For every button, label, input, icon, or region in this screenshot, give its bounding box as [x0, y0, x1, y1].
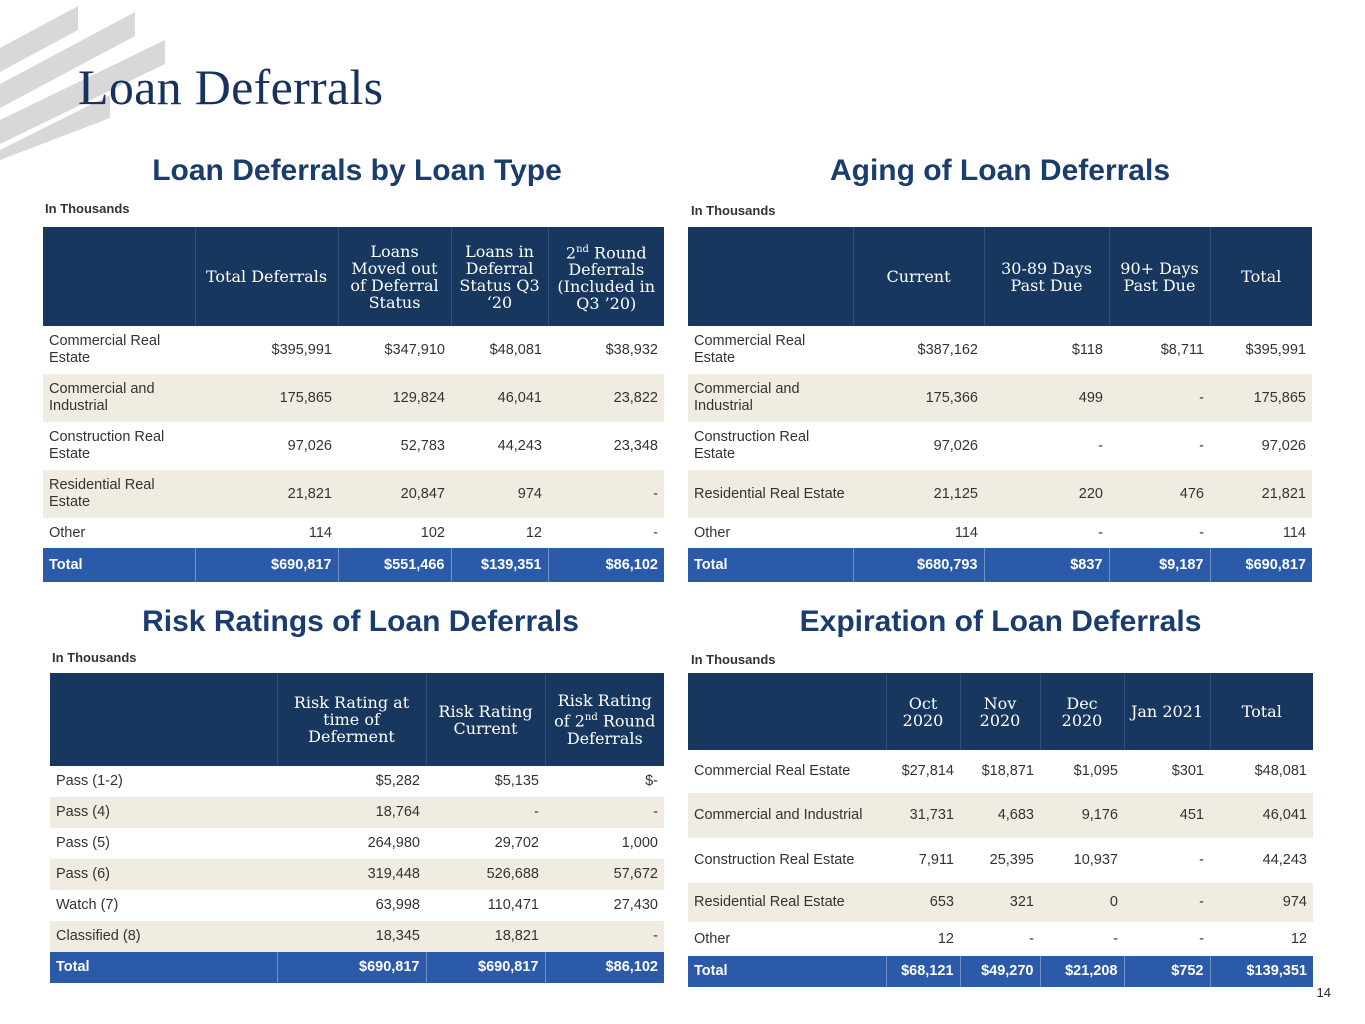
- aging-unit-note: In Thousands: [691, 203, 776, 218]
- aging-cell: 97,026: [1261, 437, 1306, 454]
- loan_type-header-3: Loans in Deferral Status Q3 ‘20: [451, 227, 548, 326]
- aging-cell: 21,125: [853, 470, 984, 518]
- expiration-cell: 25,395: [989, 852, 1034, 868]
- expiration-total-cell: $49,270: [960, 956, 1040, 987]
- risk-row: [50, 766, 664, 797]
- aging-total-cell: $690,817: [1210, 548, 1312, 582]
- risk-cell: 18,345: [277, 921, 426, 952]
- aging-title: Aging of Loan Deferrals: [829, 154, 1171, 187]
- expiration-cell: 9,176: [1040, 793, 1124, 838]
- aging-total-row: [688, 548, 1312, 582]
- risk-header-1: Risk Rating at time of Deferment: [277, 673, 426, 766]
- risk-row: [50, 890, 664, 921]
- aging-row-label: Construction Real Estate: [694, 429, 810, 462]
- aging-cell: 220: [984, 470, 1109, 518]
- aging-row: [688, 518, 1312, 548]
- risk-cell: 29,702: [494, 835, 539, 851]
- aging-cell: $395,991: [1245, 341, 1306, 358]
- risk-cell: 57,672: [545, 859, 664, 890]
- risk-row-label: Classified (8): [50, 921, 277, 952]
- risk-cell: 63,998: [375, 897, 420, 913]
- expiration-cell: -: [1029, 930, 1034, 947]
- loan_type-row: [43, 422, 664, 470]
- loan_type-row: [43, 518, 664, 548]
- loan_type-cell: $395,991: [271, 341, 332, 358]
- loan-type-title: Loan Deferrals by Loan Type: [152, 154, 562, 187]
- aging-cell: 476: [1109, 470, 1210, 518]
- risk-cell: 264,980: [367, 835, 420, 851]
- expiration-row-label: Residential Real Estate: [688, 883, 886, 922]
- aging-total-cell: $837: [984, 548, 1109, 582]
- expiration-title: Expiration of Loan Deferrals: [799, 605, 1202, 638]
- aging-row-label: Commercial Real Estate: [694, 333, 806, 366]
- loan_type-total-cell: $690,817: [195, 548, 338, 582]
- expiration-cell: $301: [1171, 763, 1204, 779]
- expiration-cell: 653: [886, 883, 960, 922]
- expiration-cell: 0: [1040, 883, 1124, 922]
- expiration-cell: -: [1199, 852, 1204, 868]
- expiration-cell: -: [1199, 930, 1204, 947]
- risk-row-label: Pass (5): [56, 835, 110, 851]
- expiration-row: [688, 793, 1313, 838]
- aging-row: [688, 374, 1312, 422]
- expiration-header-2: Nov 2020: [960, 673, 1040, 750]
- risk-cell: 526,688: [426, 859, 545, 890]
- aging-row-label: Commercial and Industrial: [688, 374, 853, 422]
- risk-cell: $-: [645, 773, 658, 789]
- risk-total-cell: $690,817: [277, 952, 426, 983]
- loan_type-cell: 23,348: [613, 437, 658, 454]
- loan_type-row-label: Commercial and Industrial: [43, 374, 195, 422]
- loan_type-header-0: [43, 227, 195, 326]
- expiration-total-cell: $68,121: [886, 956, 960, 987]
- page-number: 14: [1316, 985, 1331, 1000]
- loan_type-cell: 114: [308, 524, 332, 541]
- aging-header-0: [688, 227, 853, 326]
- risk-row-label: Pass (1-2): [56, 773, 123, 789]
- risk-total-label: Total: [50, 952, 277, 983]
- aging-cell: $118: [1071, 341, 1103, 358]
- loan_type-row: [43, 326, 664, 374]
- loan_type-row-label: Commercial Real Estate: [49, 333, 161, 366]
- expiration-cell: 451: [1124, 793, 1210, 838]
- expiration-cell: 12: [937, 930, 954, 947]
- expiration-cell: $27,814: [901, 763, 954, 779]
- risk-cell: 18,821: [426, 921, 545, 952]
- loan_type-cell: $38,932: [605, 341, 658, 358]
- loan_type-total-cell: $86,102: [548, 548, 664, 582]
- expiration-cell: $18,871: [981, 763, 1034, 779]
- aging-header-2: 30-89 Days Past Due: [984, 227, 1109, 326]
- aging-cell: 175,865: [1210, 374, 1312, 422]
- aging-total-cell: $680,793: [853, 548, 984, 582]
- aging-cell: 175,366: [853, 374, 984, 422]
- expiration-cell: 4,683: [960, 793, 1040, 838]
- risk-cell: -: [545, 921, 664, 952]
- loan_type-cell: 129,824: [338, 374, 451, 422]
- aging-cell: -: [1199, 437, 1204, 454]
- expiration-unit-note: In Thousands: [691, 652, 776, 667]
- expiration-total-row: [688, 956, 1313, 987]
- loan_type-row: [43, 470, 664, 518]
- loan-type-table: [43, 227, 664, 582]
- risk-header-3: Risk Rating of 2nd Round Deferrals: [545, 673, 664, 766]
- risk-row-label: Pass (4): [50, 797, 277, 828]
- loan_type-cell: 23,822: [548, 374, 664, 422]
- risk-cell: 18,764: [277, 797, 426, 828]
- expiration-cell: 46,041: [1210, 793, 1313, 838]
- loan_type-total-row: [43, 548, 664, 582]
- risk-total-row: [50, 952, 664, 983]
- loan_type-cell: 12: [525, 524, 542, 541]
- risk-cell: -: [545, 797, 664, 828]
- loan_type-cell: -: [653, 524, 658, 541]
- aging-cell: -: [1109, 374, 1210, 422]
- page-title: Loan Deferrals: [78, 59, 384, 115]
- loan_type-cell: 97,026: [287, 437, 332, 454]
- aging-total-label: Total: [688, 548, 853, 582]
- expiration-header-1: Oct 2020: [886, 673, 960, 750]
- expiration-row: [688, 838, 1313, 883]
- aging-cell: 114: [1282, 524, 1306, 541]
- loan_type-cell: 20,847: [338, 470, 451, 518]
- risk-total-cell: $86,102: [545, 952, 664, 983]
- loan_type-total-cell: $139,351: [451, 548, 548, 582]
- risk-cell: 110,471: [487, 897, 539, 913]
- loan_type-total-label: Total: [43, 548, 195, 582]
- expiration-cell: 321: [960, 883, 1040, 922]
- loan_type-cell: 52,783: [400, 437, 445, 454]
- aging-row-label: Residential Real Estate: [688, 470, 853, 518]
- loan_type-total-cell: $551,466: [338, 548, 451, 582]
- loan_type-cell: 21,821: [195, 470, 338, 518]
- loan_type-cell: 44,243: [497, 437, 542, 454]
- aging-cell: 114: [954, 524, 978, 541]
- loan_type-cell: 175,865: [195, 374, 338, 422]
- loan_type-row-label: Other: [49, 524, 86, 541]
- loan_type-row-label: Residential Real Estate: [43, 470, 195, 518]
- aging-cell: $8,711: [1160, 341, 1204, 358]
- risk-cell: 27,430: [613, 897, 658, 913]
- expiration-cell: 31,731: [886, 793, 960, 838]
- expiration-header-5: Total: [1210, 673, 1313, 750]
- risk-row-label: Watch (7): [56, 897, 119, 913]
- aging-cell: 21,821: [1210, 470, 1312, 518]
- loan_type-header-1: Total Deferrals: [195, 227, 338, 326]
- expiration-cell: $48,081: [1254, 763, 1307, 779]
- risk-header-0: [50, 673, 277, 766]
- expiration-row-label: Other: [694, 930, 731, 947]
- loan-type-unit-note: In Thousands: [45, 201, 130, 216]
- expiration-total-cell: $752: [1124, 956, 1210, 987]
- risk-row: [50, 859, 664, 890]
- aging-header-1: Current: [853, 227, 984, 326]
- risk-total-cell: $690,817: [426, 952, 545, 983]
- expiration-header-3: Dec 2020: [1040, 673, 1124, 750]
- risk-header-2: Risk Rating Current: [426, 673, 545, 766]
- expiration-row: [688, 750, 1313, 793]
- aging-cell: -: [1098, 437, 1103, 454]
- expiration-cell: $1,095: [1073, 763, 1118, 779]
- loan_type-header-2: Loans Moved out of Deferral Status: [338, 227, 451, 326]
- expiration-cell: 974: [1210, 883, 1313, 922]
- aging-cell: 499: [984, 374, 1109, 422]
- loan_type-cell: $347,910: [384, 341, 445, 358]
- loan_type-cell: 974: [451, 470, 548, 518]
- aging-row: [688, 326, 1312, 374]
- expiration-cell: 7,911: [918, 852, 954, 868]
- expiration-cell: 10,937: [1073, 852, 1118, 868]
- risk-row-label: Pass (6): [50, 859, 277, 890]
- loan_type-row-label: Construction Real Estate: [49, 429, 165, 462]
- expiration-total-cell: $21,208: [1040, 956, 1124, 987]
- expiration-row-label: Commercial Real Estate: [694, 763, 851, 779]
- aging-header-4: Total: [1210, 227, 1312, 326]
- risk-row: [50, 828, 664, 859]
- expiration-total-label: Total: [688, 956, 886, 987]
- expiration-row: [688, 922, 1313, 956]
- aging-cell: -: [1098, 524, 1103, 541]
- expiration-row-label: Commercial and Industrial: [688, 793, 886, 838]
- loan_type-header-4: 2nd Round Deferrals (Included in Q3 ’20): [548, 227, 664, 326]
- risk-cell: 1,000: [621, 835, 658, 851]
- risk-row: [50, 921, 664, 952]
- loan_type-cell: -: [548, 470, 664, 518]
- risk-row: [50, 797, 664, 828]
- expiration-total-cell: $139,351: [1210, 956, 1313, 987]
- risk-title: Risk Ratings of Loan Deferrals: [142, 605, 579, 638]
- aging-header-3: 90+ Days Past Due: [1109, 227, 1210, 326]
- loan_type-row: [43, 374, 664, 422]
- expiration-cell: -: [1113, 930, 1118, 947]
- expiration-cell: -: [1124, 883, 1210, 922]
- expiration-cell: 12: [1290, 930, 1307, 947]
- aging-total-cell: $9,187: [1109, 548, 1210, 582]
- risk-cell: $5,135: [494, 773, 539, 789]
- risk-table: [50, 673, 664, 983]
- loan_type-cell: 102: [420, 524, 445, 541]
- risk-cell: 319,448: [277, 859, 426, 890]
- aging-cell: 97,026: [933, 437, 978, 454]
- risk-cell: $5,282: [375, 773, 420, 789]
- aging-row: [688, 422, 1312, 470]
- aging-table: [688, 227, 1312, 582]
- expiration-table: [688, 673, 1313, 987]
- expiration-row: [688, 883, 1313, 922]
- risk-unit-note: In Thousands: [52, 650, 137, 665]
- aging-cell: -: [1199, 524, 1204, 541]
- expiration-header-4: Jan 2021: [1124, 673, 1210, 750]
- risk-cell: -: [426, 797, 545, 828]
- expiration-cell: 44,243: [1262, 852, 1307, 868]
- expiration-header-0: [688, 673, 886, 750]
- loan_type-cell: 46,041: [451, 374, 548, 422]
- aging-cell: $387,162: [917, 341, 978, 358]
- aging-row: [688, 470, 1312, 518]
- loan_type-cell: $48,081: [489, 341, 542, 358]
- aging-row-label: Other: [694, 524, 731, 541]
- expiration-row-label: Construction Real Estate: [694, 852, 855, 868]
